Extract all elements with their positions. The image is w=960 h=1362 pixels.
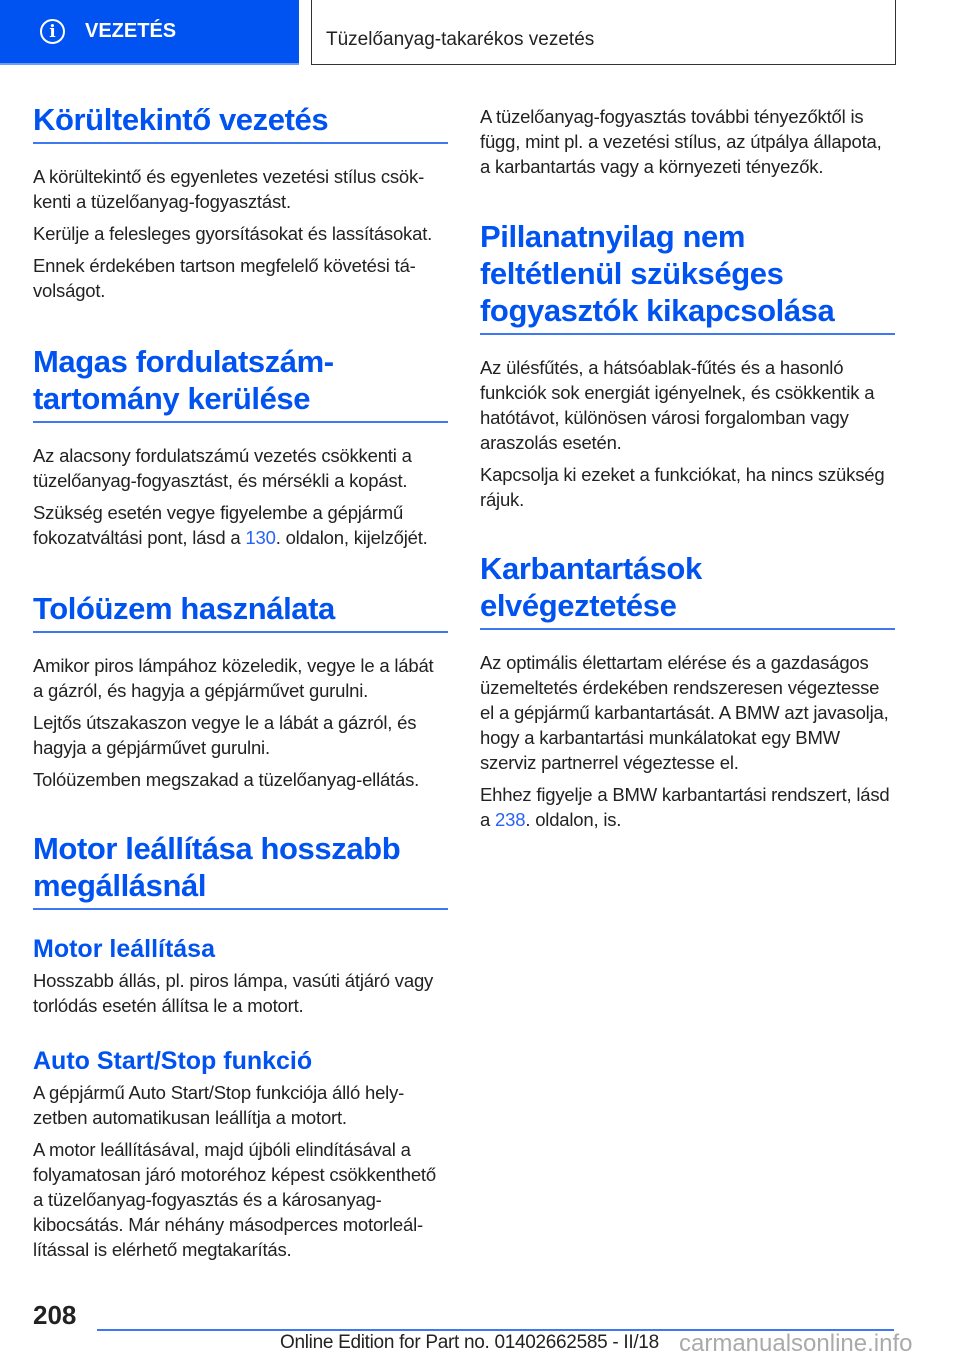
- info-icon: i: [40, 19, 65, 44]
- page-link[interactable]: 238: [495, 809, 526, 830]
- section-consumers: [480, 218, 895, 519]
- edition-text: Online Edition for Part no. 01402662585 - II/18: [280, 1332, 659, 1353]
- heading: Körültekintő vezetés: [33, 101, 448, 144]
- paragraph: Kerülje a felesleges gyorsításokat és lassításokat.: [33, 223, 433, 244]
- breadcrumb: Tüzelőanyag-takarékos vezetés: [311, 0, 896, 65]
- heading: Magas fordulatszám-tartomány kerülése: [33, 343, 448, 423]
- paragraph: Amikor piros lámpához közeledik, vegye le a lábát a gázról, és hagyja a gépjárművet gurulni.: [33, 655, 434, 701]
- right-intro: [480, 104, 895, 186]
- paragraph: [33, 500, 448, 550]
- text: Szükség esetén vegye figyelembe a gépjármű fokozatváltási pont, lásd a: [33, 502, 404, 548]
- paragraph: Az alacsony fordulatszámú vezetés csökkenti a tüzelőanyag-fogyasztást, és mérsékli a kopást.: [33, 445, 412, 491]
- subheading: Auto Start/Stop funkció: [33, 1047, 313, 1075]
- heading: Tolóüzem használata: [33, 590, 448, 633]
- watermark: carmanualsonline.info: [679, 1330, 913, 1357]
- section-engine-off: [33, 830, 448, 1269]
- section-coasting: [33, 590, 448, 799]
- text: . oldalon, kijelzőjét.: [275, 527, 428, 548]
- text: . oldalon, is.: [525, 809, 622, 830]
- paragraph: Ennek érdekében tartson megfelelő követési távolságot.: [33, 255, 416, 301]
- section-tab[interactable]: [0, 0, 299, 65]
- heading: Pillanatnyilag nem feltétlenül szükséges fogyasztók kikapcsolása: [480, 218, 895, 335]
- page-number: 208: [33, 1300, 77, 1330]
- paragraph: Kapcsolja ki ezeket a funkciókat, ha nincs szükség rájuk.: [480, 464, 885, 510]
- paragraph: Az optimális élettartam elérése és a gazdaságos üzemeltetés érdekében rendszeresen végeztesse el a gépjármű karbantartását. A BMW azt javasolja, hogy a karbantartási munkálatokat egy BMW szerviz partnerrel végeztesse el.: [480, 652, 889, 773]
- paragraph: [480, 782, 895, 832]
- subheading: Motor leállítása: [33, 935, 215, 963]
- heading: Motor leállítása hosszabb megállásnál: [33, 830, 448, 910]
- paragraph: Tolóüzemben megszakad a tüzelőanyag-ellátás.: [33, 769, 420, 790]
- paragraph: Lejtős útszakaszon vegye le a lábát a gázról, és hagyja a gépjárművet gurulni.: [33, 712, 417, 758]
- paragraph: A motor leállításával, majd újbóli elindításával a folyamatosan járó motoréhoz képest csökkenthető a tüzelőanyag-fogyasztás és a károsanyag-kibocsátás. Már néhány másodperces motorleállítással is elérhető megtakarítás.: [33, 1139, 436, 1260]
- section-high-rpm: [33, 343, 448, 557]
- paragraph: Az ülésfűtés, a hátsóablak-fűtés és a hasonló funkciók sok energiát igényelnek, és csökkentik a hatótávot, különösen városi forgalomban vagy araszolás esetén.: [480, 357, 875, 453]
- paragraph: Hosszabb állás, pl. piros lámpa, vasúti átjáró vagy torlódás esetén állítsa le a motort.: [33, 970, 434, 1016]
- paragraph: A tüzelőanyag-fogyasztás további tényezőktől is függ, mint pl. a vezetési stílus, az útpálya állapota, a karbantartás vagy a környezeti tényezők.: [480, 106, 882, 177]
- section-maintenance: [480, 550, 895, 839]
- paragraph: A körültekintő és egyenletes vezetési stílus csökkenti a tüzelőanyag-fogyasztást.: [33, 166, 425, 212]
- section-careful-driving: [33, 101, 448, 310]
- heading: Karbantartások elvégeztetése: [480, 550, 895, 630]
- section-label: VEZETÉS: [85, 20, 177, 42]
- page-link[interactable]: 130: [245, 527, 276, 548]
- text: Ehhez figyelje a BMW karbantartási rendszert, lásd a: [480, 784, 890, 830]
- paragraph: A gépjármű Auto Start/Stop funkciója álló helyzetben automatikusan leállítja a motort.: [33, 1082, 405, 1128]
